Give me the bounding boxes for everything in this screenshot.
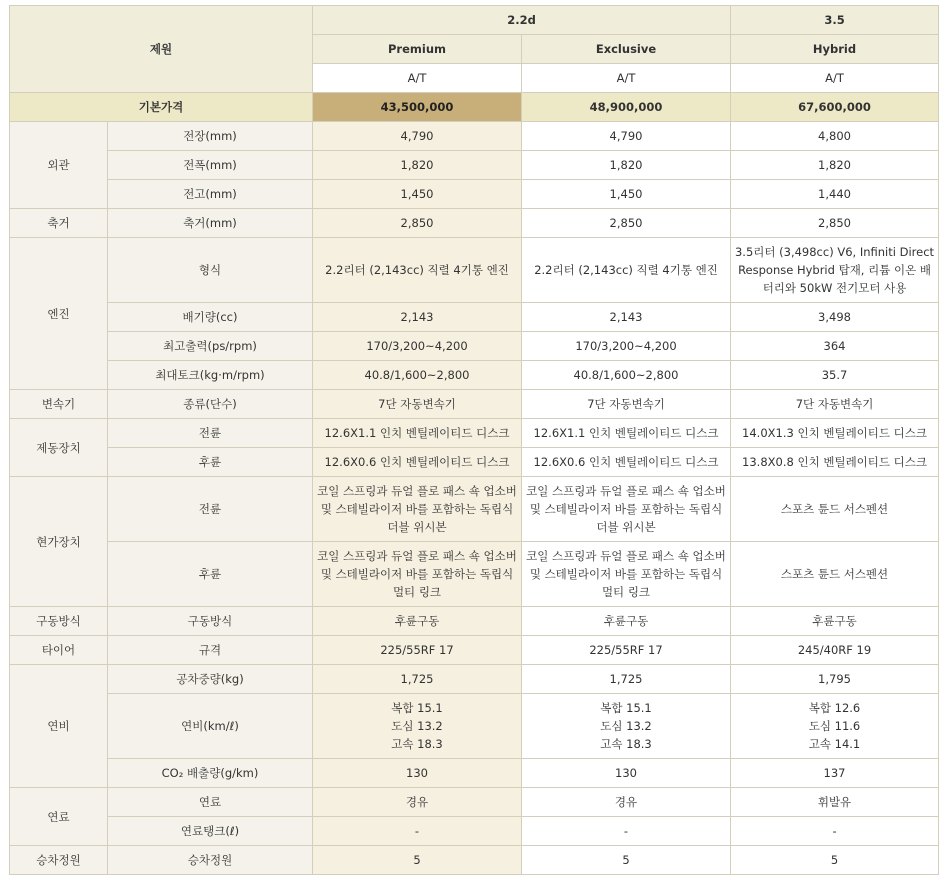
table-row bbox=[10, 303, 939, 332]
spec-label-cell: 구동방식 bbox=[108, 607, 313, 636]
table-row bbox=[10, 542, 939, 607]
spec-value-line: 고속 18.3 bbox=[600, 737, 652, 751]
spec-value-cell: - bbox=[731, 817, 939, 846]
spec-value-cell: 후륜구동 bbox=[731, 607, 939, 636]
spec-value-cell: 40.8/1,600~2,800 bbox=[313, 361, 522, 390]
spec-value-cell: 1,725 bbox=[522, 665, 731, 694]
table-row bbox=[10, 209, 939, 238]
spec-value-cell: 스포츠 튠드 서스펜션 bbox=[731, 477, 939, 542]
spec-value-cell: 12.6X1.1 인치 벤틸레이티드 디스크 bbox=[313, 419, 522, 448]
table-row bbox=[10, 238, 939, 303]
table-row bbox=[10, 665, 939, 694]
spec-label-cell: 축거(mm) bbox=[108, 209, 313, 238]
spec-label-cell: 전장(mm) bbox=[108, 122, 313, 151]
engine-group-2.2d: 2.2d bbox=[313, 6, 731, 35]
spec-label-cell: 연비(km/ℓ) bbox=[108, 694, 313, 759]
spec-value-cell: 225/55RF 17 bbox=[313, 636, 522, 665]
spec-value-cell: 12.6X0.6 인치 벤틸레이티드 디스크 bbox=[313, 448, 522, 477]
spec-value-cell: 13.8X0.8 인치 벤틸레이티드 디스크 bbox=[731, 448, 939, 477]
category-cell: 제동장치 bbox=[10, 419, 108, 477]
spec-label-cell: 전고(mm) bbox=[108, 180, 313, 209]
spec-label-cell: 승차정원 bbox=[108, 846, 313, 875]
table-row bbox=[10, 788, 939, 817]
spec-label-cell: 배기량(cc) bbox=[108, 303, 313, 332]
trim-exclusive: Exclusive bbox=[522, 35, 731, 64]
category-cell: 현가장치 bbox=[10, 477, 108, 607]
spec-value-cell: 12.6X1.1 인치 벤틸레이티드 디스크 bbox=[522, 419, 731, 448]
table-row bbox=[10, 122, 939, 151]
spec-value-cell: 코일 스프링과 듀얼 플로 패스 쇽 업소버 및 스테빌라이저 바를 포함하는 독립식 더블 위시본 bbox=[522, 477, 731, 542]
spec-value-cell: 1,820 bbox=[731, 151, 939, 180]
spec-value-cell: 1,450 bbox=[522, 180, 731, 209]
spec-label-cell: 최고출력(ps/rpm) bbox=[108, 332, 313, 361]
spec-body bbox=[10, 122, 939, 875]
spec-value-cell: 스포츠 튠드 서스펜션 bbox=[731, 542, 939, 607]
spec-value-cell: 1,795 bbox=[731, 665, 939, 694]
spec-label-cell: CO₂ 배출량(g/km) bbox=[108, 759, 313, 788]
spec-value-cell: 7단 자동변속기 bbox=[731, 390, 939, 419]
spec-value-cell: 1,725 bbox=[313, 665, 522, 694]
transmission-hybrid: A/T bbox=[731, 64, 939, 93]
spec-value-cell: 130 bbox=[313, 759, 522, 788]
spec-table bbox=[9, 5, 939, 875]
spec-value-line: 복합 15.1 bbox=[391, 701, 443, 715]
spec-value-line: 도심 11.6 bbox=[808, 719, 861, 733]
spec-value-cell: 5 bbox=[522, 846, 731, 875]
table-row bbox=[10, 390, 939, 419]
price-label: 기본가격 bbox=[10, 93, 313, 122]
category-cell: 외관 bbox=[10, 122, 108, 209]
engine-group-3.5: 3.5 bbox=[731, 6, 939, 35]
spec-value-cell: 137 bbox=[731, 759, 939, 788]
table-row bbox=[10, 607, 939, 636]
spec-header: 제원 bbox=[10, 6, 313, 93]
spec-label-cell: 연료 bbox=[108, 788, 313, 817]
spec-value-line: 도심 13.2 bbox=[391, 719, 443, 733]
spec-label-cell: 전륜 bbox=[108, 477, 313, 542]
table-row bbox=[10, 817, 939, 846]
spec-value-cell: 휘발유 bbox=[731, 788, 939, 817]
spec-value-cell: 코일 스프링과 듀얼 플로 패스 쇽 업소버 및 스테빌라이저 바를 포함하는 독립식 멀티 링크 bbox=[313, 542, 522, 607]
spec-value-cell: 2.2리터 (2,143cc) 직렬 4기통 엔진 bbox=[522, 238, 731, 303]
spec-value-cell: 코일 스프링과 듀얼 플로 패스 쇽 업소버 및 스테빌라이저 바를 포함하는 독립식 멀티 링크 bbox=[522, 542, 731, 607]
spec-value-cell: - bbox=[522, 817, 731, 846]
spec-value-cell: 2,850 bbox=[522, 209, 731, 238]
category-cell: 승차정원 bbox=[10, 846, 108, 875]
table-row bbox=[10, 151, 939, 180]
spec-value-cell: 4,790 bbox=[313, 122, 522, 151]
spec-label-cell: 형식 bbox=[108, 238, 313, 303]
table-row bbox=[10, 448, 939, 477]
table-row bbox=[10, 180, 939, 209]
spec-value-cell: 1,440 bbox=[731, 180, 939, 209]
category-cell: 축거 bbox=[10, 209, 108, 238]
spec-value-cell: 후륜구동 bbox=[522, 607, 731, 636]
table-row bbox=[10, 361, 939, 390]
spec-label-cell: 후륜 bbox=[108, 448, 313, 477]
spec-value-cell: 12.6X0.6 인치 벤틸레이티드 디스크 bbox=[522, 448, 731, 477]
table-row bbox=[10, 759, 939, 788]
spec-value-cell: 1,820 bbox=[522, 151, 731, 180]
spec-value-cell: 130 bbox=[522, 759, 731, 788]
spec-value-cell: 170/3,200~4,200 bbox=[313, 332, 522, 361]
spec-value-cell: 경유 bbox=[522, 788, 731, 817]
spec-value-cell bbox=[313, 694, 522, 759]
category-cell: 타이어 bbox=[10, 636, 108, 665]
spec-label-cell: 전륜 bbox=[108, 419, 313, 448]
spec-value-cell: - bbox=[313, 817, 522, 846]
spec-value-cell: 170/3,200~4,200 bbox=[522, 332, 731, 361]
spec-label-cell: 최대토크(kg·m/rpm) bbox=[108, 361, 313, 390]
spec-value-cell: 5 bbox=[313, 846, 522, 875]
price-hybrid: 67,600,000 bbox=[731, 93, 939, 122]
spec-value-cell: 2,850 bbox=[313, 209, 522, 238]
category-cell: 연료 bbox=[10, 788, 108, 846]
spec-value-cell: 3,498 bbox=[731, 303, 939, 332]
spec-value-cell: 7단 자동변속기 bbox=[522, 390, 731, 419]
spec-value-cell: 35.7 bbox=[731, 361, 939, 390]
table-row bbox=[10, 694, 939, 759]
spec-value-cell: 2,143 bbox=[313, 303, 522, 332]
spec-value-cell: 1,450 bbox=[313, 180, 522, 209]
spec-value-cell: 경유 bbox=[313, 788, 522, 817]
spec-value-cell: 4,790 bbox=[522, 122, 731, 151]
price-exclusive: 48,900,000 bbox=[522, 93, 731, 122]
spec-value-cell: 225/55RF 17 bbox=[522, 636, 731, 665]
spec-value-cell: 7단 자동변속기 bbox=[313, 390, 522, 419]
spec-value-line: 고속 18.3 bbox=[391, 737, 443, 751]
spec-label-cell: 규격 bbox=[108, 636, 313, 665]
spec-value-cell: 2.2리터 (2,143cc) 직렬 4기통 엔진 bbox=[313, 238, 522, 303]
table-row bbox=[10, 332, 939, 361]
spec-label-cell: 종류(단수) bbox=[108, 390, 313, 419]
category-cell: 구동방식 bbox=[10, 607, 108, 636]
spec-label-cell: 연료탱크(ℓ) bbox=[108, 817, 313, 846]
spec-value-line: 도심 13.2 bbox=[600, 719, 652, 733]
spec-value-cell: 5 bbox=[731, 846, 939, 875]
spec-label-cell: 공차중량(kg) bbox=[108, 665, 313, 694]
price-premium: 43,500,000 bbox=[313, 93, 522, 122]
table-row bbox=[10, 419, 939, 448]
spec-value-cell: 코일 스프링과 듀얼 플로 패스 쇽 업소버 및 스테빌라이저 바를 포함하는 독립식 더블 위시본 bbox=[313, 477, 522, 542]
category-cell: 엔진 bbox=[10, 238, 108, 390]
spec-value-cell: 1,820 bbox=[313, 151, 522, 180]
spec-value-cell: 245/40RF 19 bbox=[731, 636, 939, 665]
spec-value-cell: 3.5리터 (3,498cc) V6, Infiniti Direct Response Hybrid 탑재, 리튬 이온 배터리와 50kW 전기모터 사용 bbox=[731, 238, 939, 303]
category-cell: 연비 bbox=[10, 665, 108, 788]
spec-value-cell bbox=[731, 694, 939, 759]
transmission-exclusive: A/T bbox=[522, 64, 731, 93]
spec-value-cell: 후륜구동 bbox=[313, 607, 522, 636]
spec-value-line: 고속 14.1 bbox=[808, 737, 861, 751]
spec-value-cell bbox=[522, 694, 731, 759]
spec-value-cell: 2,850 bbox=[731, 209, 939, 238]
trim-hybrid: Hybrid bbox=[731, 35, 939, 64]
trim-premium: Premium bbox=[313, 35, 522, 64]
spec-label-cell: 전폭(mm) bbox=[108, 151, 313, 180]
spec-value-cell: 40.8/1,600~2,800 bbox=[522, 361, 731, 390]
spec-value-cell: 4,800 bbox=[731, 122, 939, 151]
table-row bbox=[10, 636, 939, 665]
spec-label-cell: 후륜 bbox=[108, 542, 313, 607]
spec-value-cell: 14.0X1.3 인치 벤틸레이티드 디스크 bbox=[731, 419, 939, 448]
transmission-premium: A/T bbox=[313, 64, 522, 93]
table-row bbox=[10, 477, 939, 542]
spec-value-cell: 2,143 bbox=[522, 303, 731, 332]
table-row bbox=[10, 846, 939, 875]
spec-value-line: 복합 15.1 bbox=[600, 701, 652, 715]
spec-value-line: 복합 12.6 bbox=[808, 701, 861, 715]
category-cell: 변속기 bbox=[10, 390, 108, 419]
spec-value-cell: 364 bbox=[731, 332, 939, 361]
